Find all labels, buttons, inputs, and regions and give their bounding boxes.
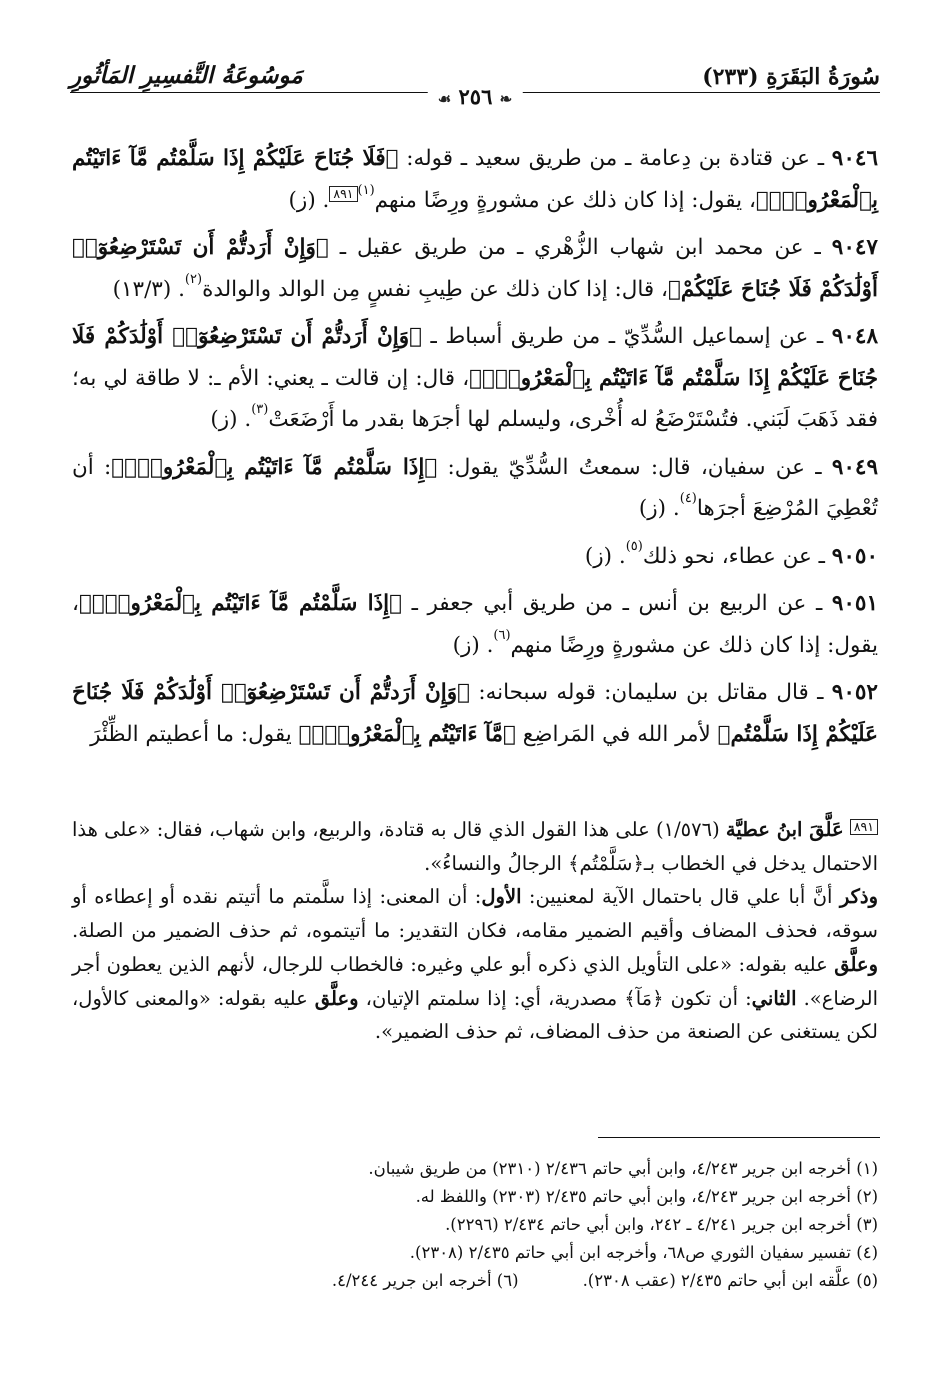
source-code: . (ز): [288, 187, 330, 213]
note-lead: وعلَّق: [314, 986, 359, 1010]
note-heading-second: الثاني: [751, 986, 797, 1010]
note-author: عَلَّقَ ابنُ عطيَّة: [725, 818, 844, 841]
narration-9052: [72, 672, 878, 755]
footnote-5: (٥) علَّقه ابن أبي حاتم ٢/٤٣٥ (عقب ٢٣٠٨).: [582, 1271, 878, 1290]
note-heading-first: الأول: [481, 885, 522, 909]
narration-text: ، قال: إذا كان ذلك عن طِيبِ نفسٍ مِن الوالد والوالدة: [202, 276, 668, 302]
narration-9050: [72, 536, 878, 578]
footnote-ref[interactable]: (٤): [679, 491, 697, 506]
book-title: مَوسُوعَةُ التَّفسِيرِ المَأثُورِ: [70, 62, 303, 89]
narration-number: ٩٠٤٩: [831, 454, 879, 480]
narrations: [72, 138, 878, 761]
footnote-2: (٢) أخرجه ابن جرير ٤/٢٤٣، وابن أبي حاتم ٢/٤٣٥ (٢٣٠٣) واللفظ له.: [415, 1187, 878, 1206]
footnote-ref[interactable]: (٣): [251, 402, 269, 417]
footnote-row: [72, 1267, 878, 1295]
source-code: . (ز): [584, 543, 626, 569]
quran-verse: ﴿إِذَا سَلَّمْتُم مَّآ ءَاتَيْتُم بِٱلْمَعْرُوفِۗ﴾: [78, 591, 403, 616]
quran-verse: ﴿وَإِنْ أَرَدتُّمْ أَن تَسْتَرْضِعُوٓا۟ أَوْلَٰدَكُمْ فَلَا جُنَاحَ عَلَيْكُمْ﴾: [72, 235, 878, 302]
ornament-icon: ☙: [437, 90, 452, 108]
narration-number: ٩٠٤٨: [831, 324, 878, 349]
surah-title: سُورَةُ البَقَرَةِ (٢٣٣): [702, 64, 880, 90]
note-number-tag: ٨٩١: [850, 819, 878, 835]
source-code: . (ز): [210, 407, 252, 432]
note-text: : أن المعنى: إذا سلَّمتم ما أتيتم نقده أو إعطاءه أو سوقه، فحذف المضاف وأقيم الضمير مقامه، فكان التقدير: ما أتيتموه، ثم حذف الضمير من الصلة.: [72, 885, 878, 943]
narration-text: : أن تُعْطِيَ المُرْضِعَ أجرَها: [72, 454, 878, 521]
narration-text: ـ عن محمد ابن شهاب الزُّهْري ـ من طريق عقيل ـ: [328, 235, 821, 260]
narration-text: ـ عن عطاء، نحو ذلك: [642, 543, 825, 569]
narration-number: ٩٠٤٧: [831, 235, 878, 260]
narration-number: ٩٠٥٢: [831, 680, 878, 705]
narration-text: يقول: ما أعطيتم الظِّئْرَ: [90, 721, 299, 747]
footnote-ref[interactable]: (٢): [184, 271, 203, 287]
source-code: . (ز): [638, 496, 680, 521]
footnote-ref[interactable]: (١): [357, 182, 375, 198]
footnote-6: (٦) أخرجه ابن جرير ٤/٢٤٤.: [331, 1271, 519, 1290]
narration-number: ٩٠٥١: [831, 591, 879, 616]
footnote-3: (٣) أخرجه ابن جرير ٤/٢٤١ ـ ٢٤٢، وابن أبي حاتم ٢/٤٣٤ (٢٢٩٦).: [445, 1215, 878, 1234]
narration-9048: [72, 316, 878, 441]
footnote-ref[interactable]: (٥): [625, 538, 643, 554]
narration-9049: [72, 447, 878, 530]
ornament-icon: ❧: [499, 90, 513, 108]
narration-text: ، يقول: إذا كان ذلك عن مشورةٍ ورِضًا منهم: [374, 187, 756, 213]
narration-text: ـ عن الربيع بن أنس ـ من طريق أبي جعفر ـ: [402, 591, 823, 616]
note-text: عليه بقوله: «على التأويل الذي ذكره أبو علي وغيره: فالخطاب للرجال، لأنهم الذين يعطون أجر الرضاع».: [72, 952, 878, 1010]
note-text: : أن تكون ﴿مَآ﴾ مصدرية، أي: إذا سلمتم الإتيان،: [358, 986, 752, 1010]
note-lead: وعلَّق: [834, 952, 878, 976]
quran-verse: ﴿إِذَا سَلَّمْتُم مَّآ ءَاتَيْتُم بِٱلْمَعْرُوفِۗ﴾: [111, 454, 438, 480]
narration-number: ٩٠٥٠: [831, 543, 878, 569]
note-paragraph: [72, 880, 878, 1049]
narration-text: لأمر الله في المَراضِع: [515, 721, 718, 747]
note-text: (١/٥٧٦) على هذا القول الذي قال به قتادة، والربيع، وابن شهاب، فقال: «على هذا الاحتمال يدخل في الخطاب بـ﴿سَلَّمْتُم﴾ الرجالُ والنساءُ».: [72, 818, 878, 875]
source-code: . (١٣/٣): [112, 276, 185, 302]
page-header: [70, 52, 880, 109]
quran-verse: ﴿وَإِنْ أَرَدتُّمْ أَن تَسْتَرْضِعُوٓا۟ أَوْلَٰدَكُمْ فَلَا جُنَاحَ عَلَيْكُمْ إِذَا سَلَّمْتُم مَّآ ءَاتَيْتُم بِٱلْمَعْرُوفِۗ﴾: [72, 324, 878, 391]
page-number-box: [428, 84, 523, 109]
note-text: عليه بقوله: «والمعنى كالأول، لكن يستغنى عن الصنعة من حذف المضاف، ثم حذف الضمير».: [72, 986, 878, 1044]
quran-verse: ﴿وَإِنْ أَرَدتُّمْ أَن تَسْتَرْضِعُوٓا۟ أَوْلَٰدَكُمْ فَلَا جُنَاحَ عَلَيْكُمْ إِذَا سَلَّمْتُم﴾: [72, 680, 878, 747]
footnote-1: (١) أخرجه ابن جرير ٤/٢٤٣، وابن أبي حاتم ٢/٤٣٦ (٢٣١٠) من طريق شيبان.: [368, 1159, 878, 1178]
note-text: أنَّ أبا علي قال باحتمال الآية لمعنيين:: [521, 885, 840, 909]
source-code: . (ز): [452, 632, 494, 658]
footnote-ref[interactable]: (٦): [493, 627, 511, 643]
narration-text: ـ قال مقاتل بن سليمان: قوله سبحانه:: [470, 680, 824, 705]
narration-text: ـ عن إسماعيل السُّدِّيّ ـ من طريق أسباط ـ: [422, 324, 824, 349]
note-891: [72, 813, 878, 880]
narration-text: ، قال: إن قالت ـ يعني: الأم ـ: لا طاقة لي به؛ فقد ذَهَبَ لَبَني. فتُسْتَرْضَعُ له أُخْرى، وليسلم لها أجرَها بقدر ما أَرْضَعَتْ: [72, 365, 878, 432]
note-ref-tag[interactable]: ٨٩١: [329, 186, 357, 202]
footnotes: [72, 1155, 878, 1295]
narration-9051: [72, 583, 878, 666]
quran-verse: ﴿فَلَا جُنَاحَ عَلَيْكُمْ إِذَا سَلَّمْتُم مَّآ ءَاتَيْتُم بِٱلْمَعْرُوفِۗ﴾: [72, 146, 878, 213]
quran-verse: ﴿مَّآ ءَاتَيْتُم بِٱلْمَعْرُوفِۗ﴾: [298, 721, 516, 747]
footnote-4: (٤) تفسير سفيان الثوري ص٦٨، وأخرجه ابن أبي حاتم ٢/٤٣٥ (٢٣٠٨).: [409, 1243, 878, 1262]
commentary-notes: [72, 813, 878, 1049]
footnote-separator: [598, 1137, 880, 1138]
narration-text: ، يقول: إذا كان ذلك عن مشورةٍ ورِضًا منهم: [72, 591, 878, 658]
narration-text: ـ عن قتادة بن دِعامة ـ من طريق سعيد ـ قوله:: [398, 146, 825, 171]
narration-number: ٩٠٤٦: [831, 146, 878, 171]
narration-text: ـ عن سفيان، قال: سمعتُ السُّدِّيّ يقول:: [437, 454, 822, 480]
page-number: ٢٥٦: [458, 84, 493, 109]
note-lead: وذكر: [839, 885, 879, 909]
narration-9047: [72, 227, 878, 310]
narration-9046: [72, 138, 878, 221]
